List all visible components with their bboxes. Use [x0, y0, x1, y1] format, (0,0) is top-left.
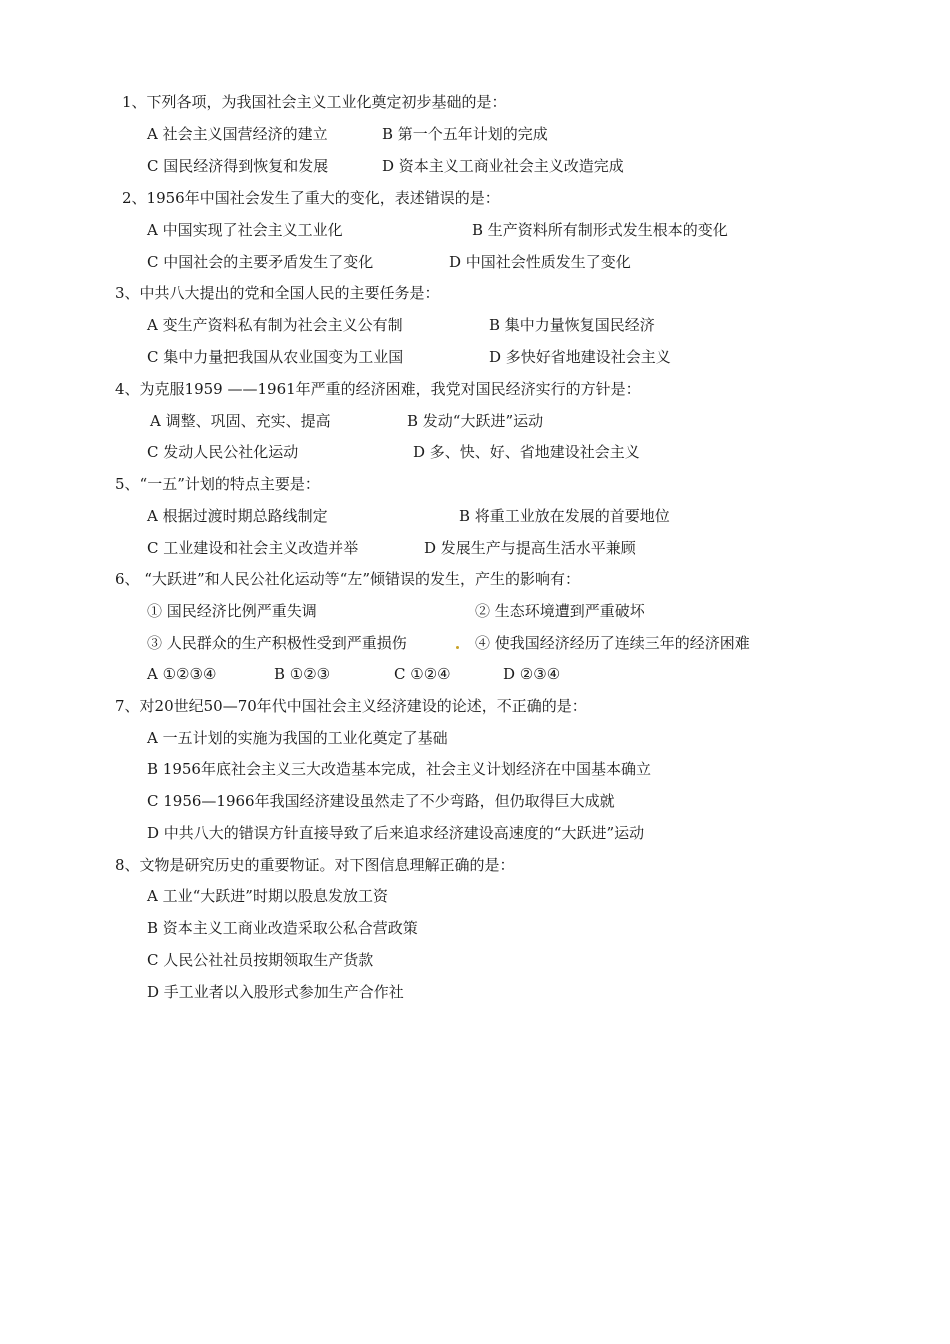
question-4-option-d: D 多、快、好、省地建设社会主义	[413, 443, 640, 461]
question-3-stem: 3、中共八大提出的党和全国人民的主要任务是：	[115, 284, 440, 302]
question-7-stem: 7、对20世纪50—70年代中国社会主义经济建设的论述，不正确的是：	[115, 697, 587, 715]
question-7-option-c: C 1956—1966年我国经济建设虽然走了不少弯路，但仍取得巨大成就	[147, 792, 615, 810]
question-6-statement-2: ② 生态环境遭到严重破坏	[475, 602, 645, 620]
question-6-option-b: B ①②③	[274, 665, 331, 683]
question-3-option-c: C 集中力量把我国从农业国变为工业国	[147, 348, 404, 366]
question-4-option-b: B 发动“大跃进”运动	[407, 412, 544, 430]
question-1-option-c: C 国民经济得到恢复和发展	[147, 157, 329, 175]
question-5-stem: 5、“一五”计划的特点主要是：	[115, 475, 320, 493]
question-1-stem: 1、下列各项，为我国社会主义工业化奠定初步基础的是：	[122, 93, 507, 111]
question-8-stem: 8、文物是研究历史的重要物证。对下图信息理解正确的是：	[115, 856, 515, 874]
question-3-option-d: D 多快好省地建设社会主义	[489, 348, 671, 366]
question-6-statement-3: ③ 人民群众的生产积极性受到严重损伤	[147, 634, 407, 652]
question-1-option-d: D 资本主义工商业社会主义改造完成	[382, 157, 624, 175]
question-6-stem: 6、 “大跃进”和人民公社化运动等“左”倾错误的发生，产生的影响有：	[115, 570, 580, 588]
question-8-option-a: A 工业“大跃进”时期以股息发放工资	[147, 887, 388, 905]
question-1-option-a: A 社会主义国营经济的建立	[147, 125, 328, 143]
question-7-option-d: D 中共八大的错误方针直接导致了后来追求经济建设高速度的“大跃进”运动	[147, 824, 645, 842]
question-4-option-a: A 调整、巩固、充实、提高	[150, 412, 331, 430]
question-2-option-b: B 生产资料所有制形式发生根本的变化	[472, 221, 728, 239]
question-5-option-c: C 工业建设和社会主义改造并举	[147, 539, 359, 557]
question-2-option-a: A 中国实现了社会主义工业化	[147, 221, 343, 239]
question-8-option-c: C 人民公社社员按期领取生产货款	[147, 951, 374, 969]
question-5-option-a: A 根据过渡时期总路线制定	[147, 507, 328, 525]
question-6-option-c: C ①②④	[394, 665, 451, 683]
question-3-option-a: A 变生产资料私有制为社会主义公有制	[147, 316, 403, 334]
question-2-stem: 2、1956年中国社会发生了重大的变化，表述错误的是：	[122, 189, 500, 207]
question-7-option-b: B 1956年底社会主义三大改造基本完成，社会主义计划经济在中国基本确立	[147, 760, 651, 778]
question-6-option-a: A ①②③④	[147, 665, 217, 683]
question-3-option-b: B 集中力量恢复国民经济	[489, 316, 655, 334]
question-6-statement-1: ① 国民经济比例严重失调	[147, 602, 317, 620]
question-6-option-d: D ②③④	[503, 665, 561, 683]
question-5-option-d: D 发展生产与提高生活水平兼顾	[424, 539, 636, 557]
question-1-option-b: B 第一个五年计划的完成	[382, 125, 548, 143]
question-5-option-b: B 将重工业放在发展的首要地位	[459, 507, 670, 525]
question-2-option-c: C 中国社会的主要矛盾发生了变化	[147, 253, 374, 271]
question-8-option-d: D 手工业者以入股形式参加生产合作社	[147, 983, 404, 1001]
question-4-stem: 4、为克服1959 ——1961年严重的经济困难，我党对国民经济实行的方针是：	[115, 380, 641, 398]
question-8-option-b: B 资本主义工商业改造采取公私合营政策	[147, 919, 418, 937]
question-6-statement-4: ④ 使我国经济经历了连续三年的经济困难	[475, 634, 750, 652]
stray-dot	[456, 646, 459, 649]
question-4-option-c: C 发动人民公社化运动	[147, 443, 299, 461]
question-7-option-a: A 一五计划的实施为我国的工业化奠定了基础	[147, 729, 448, 747]
question-2-option-d: D 中国社会性质发生了变化	[449, 253, 631, 271]
